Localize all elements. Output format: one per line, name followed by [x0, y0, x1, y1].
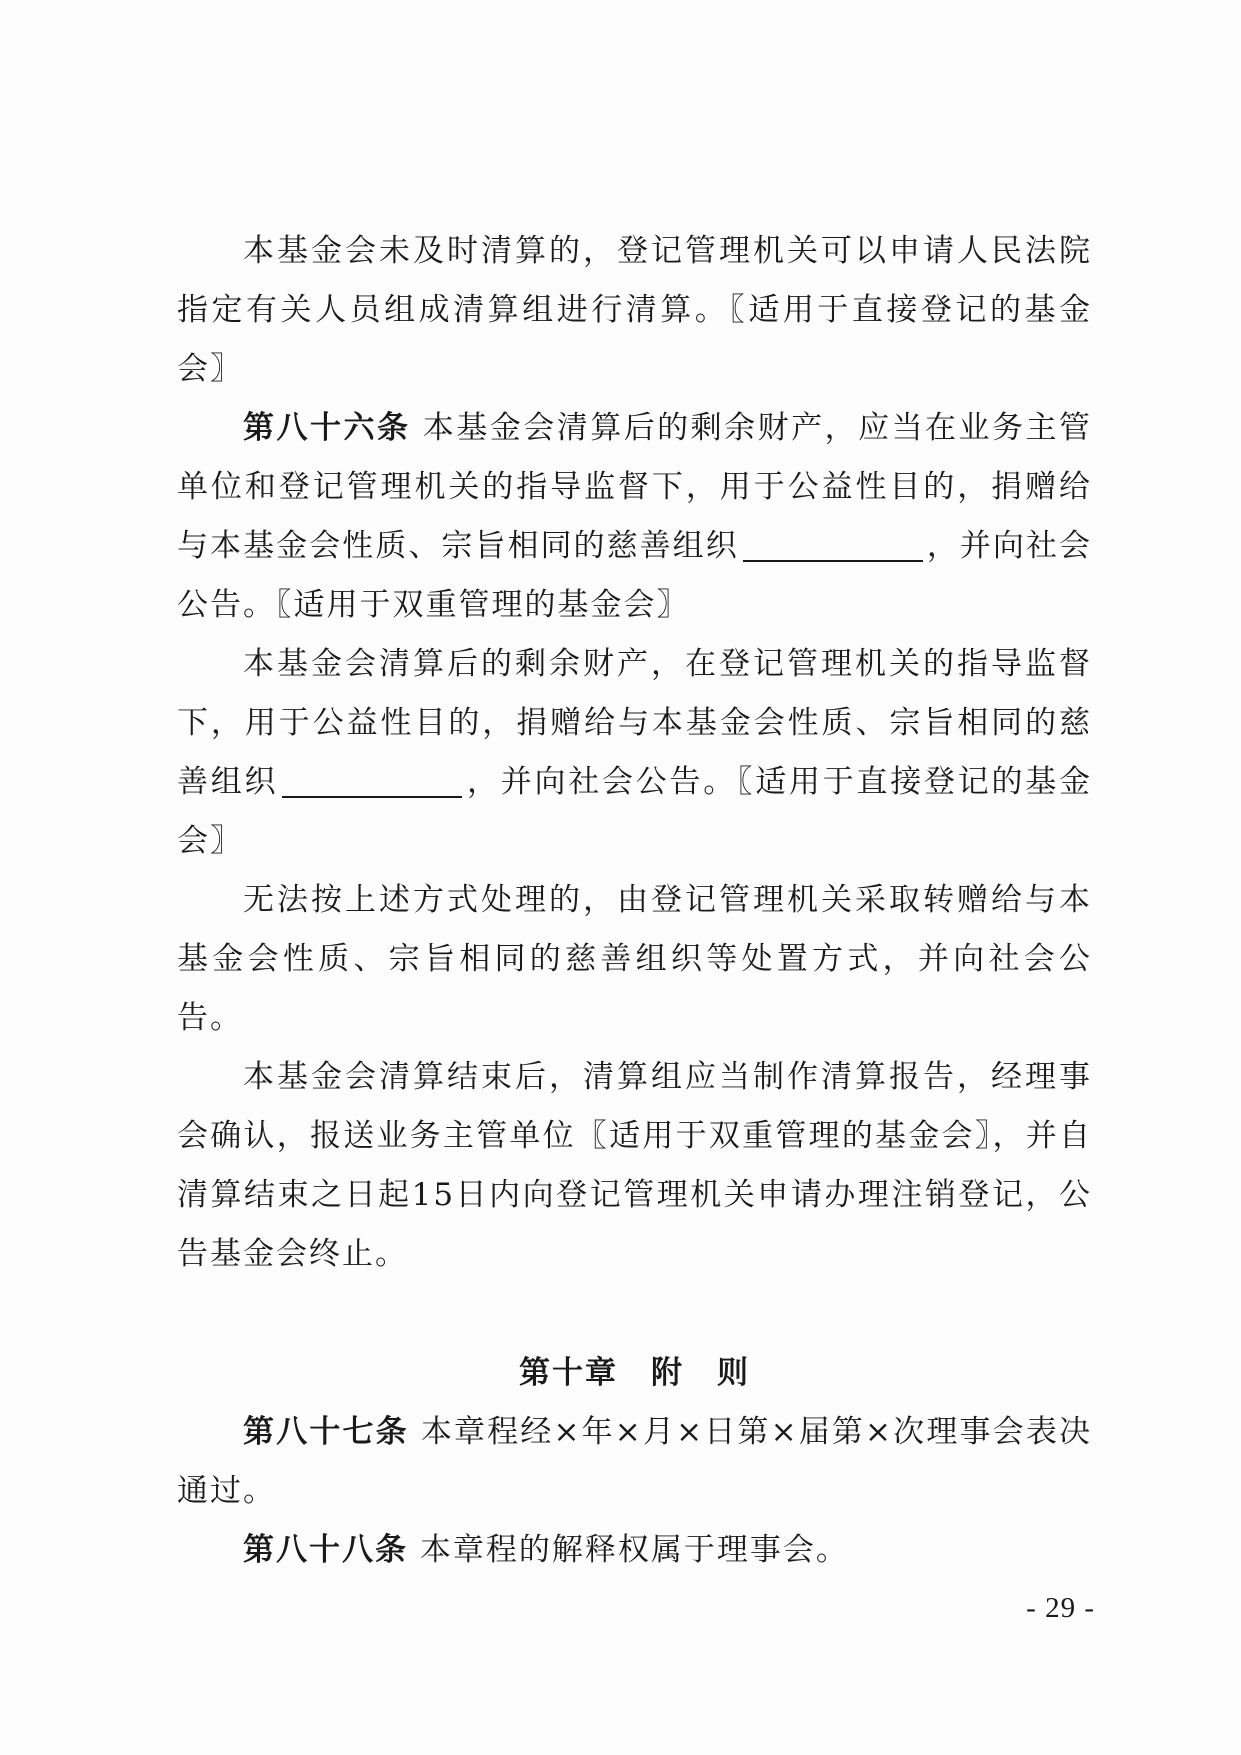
article-86	[177, 399, 1092, 635]
article-86-text-tail: ，并向社会公告。〖适用于双重管理的基金会〗	[177, 528, 1093, 623]
paragraph-liquidation-report: 本基金会清算结束后，清算组应当制作清算报告，经理事会确认，报送业务主管单位〖适用于双重管理的基金会〗，并自清算结束之日起15日内向登记管理机关申请办理注销登记，公告基金会终止。	[177, 1059, 1092, 1272]
article-87-number: 第八十七条	[243, 1414, 409, 1450]
paragraph-text-tail: ，并向社会公告。〖适用于直接登记的基金会〗	[177, 764, 1092, 859]
article-86-number: 第八十六条	[243, 410, 411, 446]
article-87	[177, 1403, 1092, 1521]
fill-in-blank	[743, 530, 923, 562]
spacer	[177, 1284, 1092, 1343]
paragraph-text: 本基金会清算后的剩余财产，在登记管理机关的指导监督下，用于公益性目的，捐赠给与本基金会性质、宗旨相同的慈善组织	[177, 646, 1092, 800]
page-number: - 29 -	[1026, 1592, 1095, 1624]
paragraph-liquidation-court: 本基金会未及时清算的，登记管理机关可以申请人民法院指定有关人员组成清算组进行清算。〖适用于直接登记的基金会〗	[177, 233, 1092, 387]
chapter-10-heading: 第十章 附 则	[519, 1355, 750, 1391]
paragraph-remaining-assets-direct	[177, 635, 1092, 871]
article-88-number: 第八十八条	[243, 1532, 408, 1568]
article-86-text: 本基金会清算后的剩余财产，应当在业务主管单位和登记管理机关的指导监督下，用于公益性目的，捐赠给与本基金会性质、宗旨相同的慈善组织	[177, 410, 1093, 564]
article-87-text: 本章程经×年×月×日第×届第×次理事会表决通过。	[177, 1414, 1092, 1509]
article-88-text: 本章程的解释权属于理事会。	[408, 1532, 849, 1568]
body-text	[177, 222, 1092, 1580]
article-88	[177, 1521, 1092, 1580]
fill-in-blank	[282, 766, 462, 798]
paragraph-alternative-disposal: 无法按上述方式处理的，由登记管理机关采取转赠给与本基金会性质、宗旨相同的慈善组织等处置方式，并向社会公告。	[177, 882, 1092, 1036]
